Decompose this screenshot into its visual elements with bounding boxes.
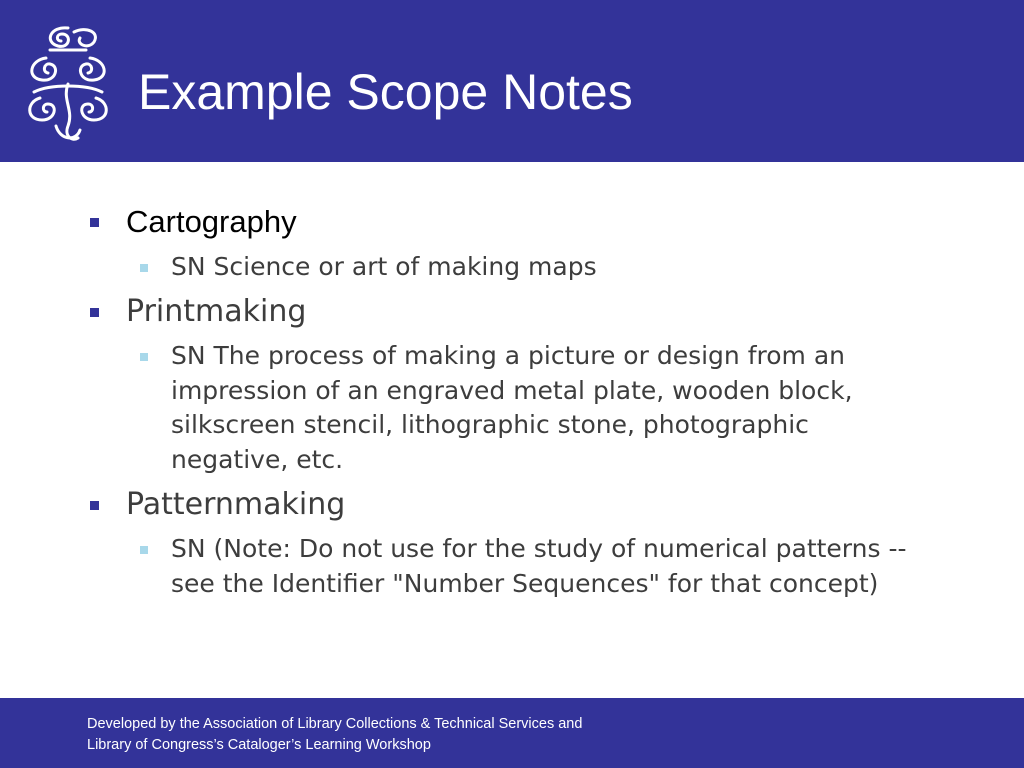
slide-title: Example Scope Notes [138,64,633,120]
bullet-square-icon [140,353,148,361]
term-label: Cartography [126,204,297,239]
slide-content [0,162,1024,698]
scope-note-text: SN Science or art of making maps [171,252,597,281]
footer-credit [87,714,582,756]
scope-note-text: SN The process of making a picture or design from an impression of an engraved metal plate, wooden block, silkscreen stencil, lithographic stone, photographic negative, etc. [171,341,853,474]
footer-line: Developed by the Association of Library Collections & Technical Services and [87,716,583,732]
bullet-square-icon [90,501,99,510]
term-label: Printmaking [126,294,307,329]
slide-header [0,0,1024,162]
slide-footer [0,698,1024,768]
term-label: Patternmaking [126,487,346,522]
bullet-square-icon [140,264,148,272]
bullet-square-icon [140,546,148,554]
scope-note-text: SN (Note: Do not use for the study of numerical patterns -- see the Identifier "Number Sequences" for that concept) [171,534,907,598]
footer-line: Library of Congress’s Cataloger’s Learning Workshop [87,737,431,753]
bullet-square-icon [90,308,99,317]
ornamental-flourish-icon [20,22,116,146]
bullet-square-icon [90,218,99,227]
